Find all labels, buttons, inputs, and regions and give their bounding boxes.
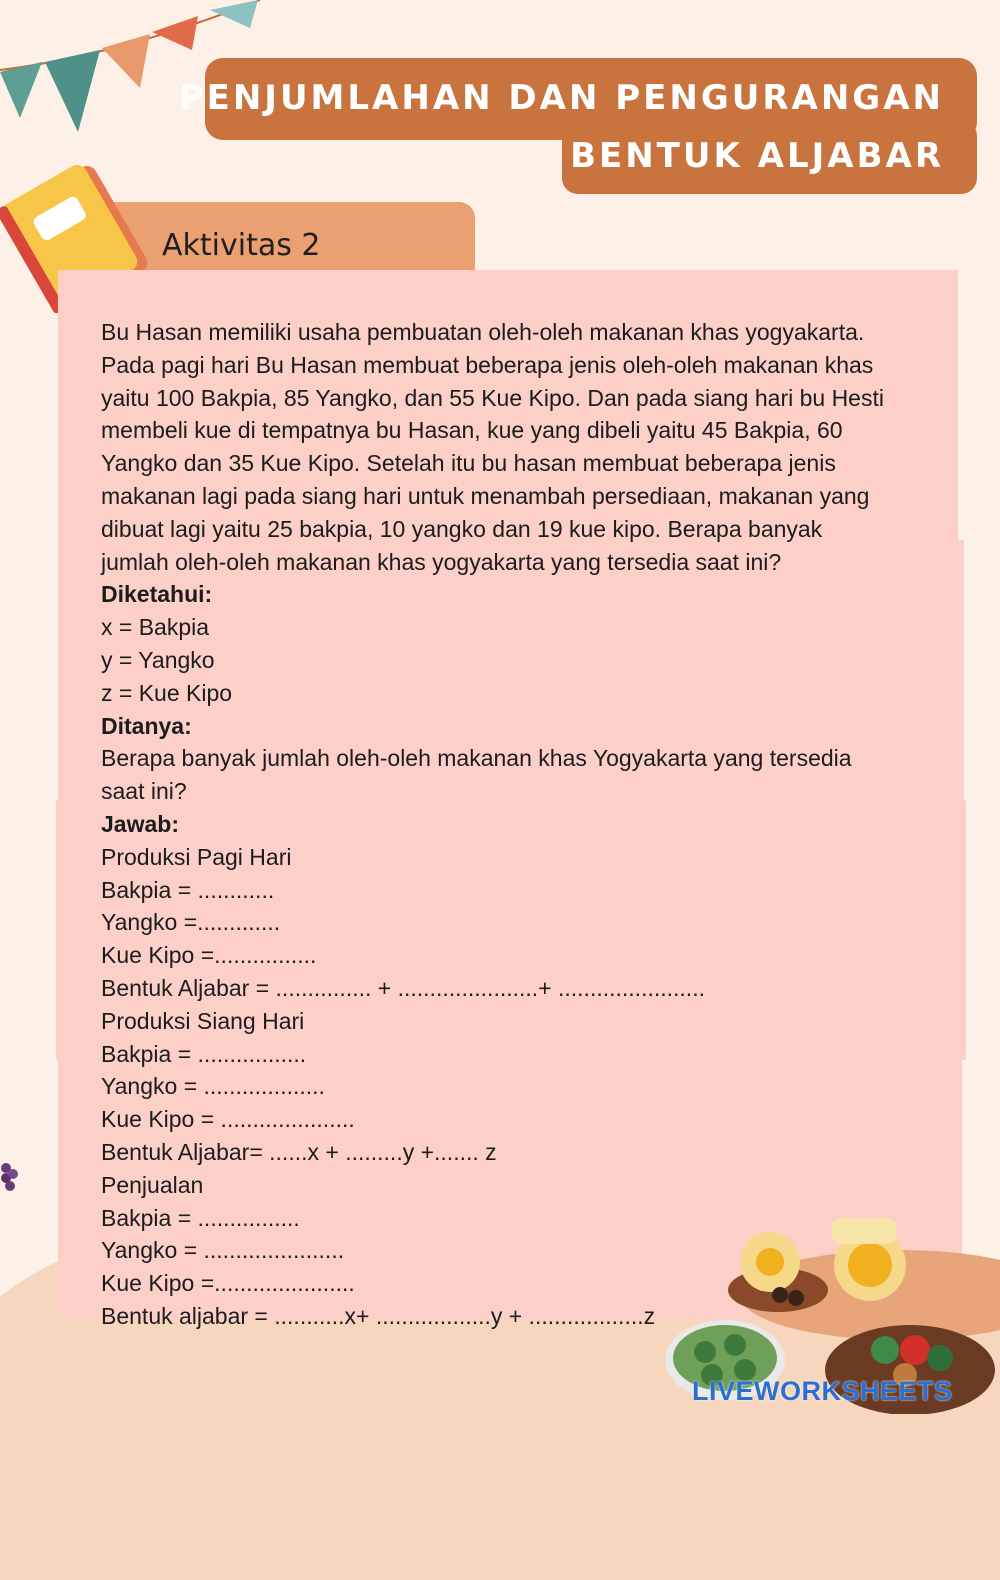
answer-blank-morning-kipo[interactable]: Kue Kipo =................	[101, 942, 317, 969]
asked-heading: Ditanya:	[101, 712, 192, 739]
answer-blank-afternoon-bakpia[interactable]: Bakpia = .................	[101, 1040, 307, 1067]
asked-line: Berapa banyak jumlah oleh-oleh makanan khas Yogyakarta yang tersedia	[101, 745, 852, 772]
known-line: x = Bakpia	[101, 614, 210, 641]
problem-line: Pada pagi hari Bu Hasan membuat beberapa jenis oleh-oleh makanan khas	[101, 351, 874, 378]
answer-section-morning: Produksi Pagi Hari	[101, 843, 292, 870]
problem-line: membeli kue di tempatnya bu Hasan, kue yang dibeli yaitu 45 Bakpia, 60	[101, 417, 843, 444]
worksheet-content	[101, 316, 961, 1333]
answer-section-afternoon: Produksi Siang Hari	[101, 1007, 305, 1034]
problem-line: yaitu 100 Bakpia, 85 Yangko, dan 55 Kue Kipo. Dan pada siang hari bu Hesti	[101, 384, 884, 411]
asked-line: saat ini?	[101, 778, 187, 805]
answer-blank-sales-yangko[interactable]: Yangko = ......................	[101, 1237, 345, 1264]
activity-label: Aktivitas 2	[162, 228, 321, 263]
known-heading: Diketahui:	[101, 581, 213, 608]
watermark: LIVEWORKSHEETS	[692, 1376, 953, 1406]
known-line: z = Kue Kipo	[101, 679, 233, 706]
answer-blank-afternoon-kipo[interactable]: Kue Kipo = .....................	[101, 1106, 355, 1133]
answer-section-sales: Penjualan	[101, 1171, 204, 1198]
answer-blank-morning-algebra[interactable]: Bentuk Aljabar = ............... + ......................+ .......................	[101, 974, 705, 1001]
answer-blank-sales-algebra[interactable]: Bentuk aljabar = ...........x+ ..................y + ..................z	[101, 1302, 656, 1329]
problem-line: jumlah oleh-oleh makanan khas yogyakarta yang tersedia saat ini?	[101, 548, 782, 575]
answer-blank-sales-bakpia[interactable]: Bakpia = ................	[101, 1204, 300, 1231]
page-title-line-2: BENTUK ALJABAR	[570, 136, 944, 176]
grape-icon	[0, 1158, 20, 1194]
answer-blank-afternoon-algebra[interactable]: Bentuk Aljabar= ......x + .........y +....... z	[101, 1138, 497, 1165]
answer-blank-morning-bakpia[interactable]: Bakpia = ............	[101, 876, 275, 903]
answer-blank-sales-kipo[interactable]: Kue Kipo =......................	[101, 1270, 355, 1297]
problem-line: Bu Hasan memiliki usaha pembuatan oleh-oleh makanan khas yogyakarta.	[101, 319, 865, 345]
page-title-line-1: PENJUMLAHAN DAN PENGURANGAN	[178, 78, 944, 118]
problem-line: Yangko dan 35 Kue Kipo. Setelah itu bu hasan membuat beberapa jenis	[101, 450, 836, 477]
answer-heading: Jawab:	[101, 810, 179, 837]
answer-blank-afternoon-yangko[interactable]: Yangko = ...................	[101, 1073, 325, 1100]
known-line: y = Yangko	[101, 646, 215, 673]
problem-line: makanan lagi pada siang hari untuk menambah persediaan, makanan yang	[101, 482, 870, 509]
answer-blank-morning-yangko[interactable]: Yangko =.............	[101, 909, 281, 936]
problem-line: dibuat lagi yaitu 25 bakpia, 10 yangko dan 19 kue kipo. Berapa banyak	[101, 515, 823, 542]
